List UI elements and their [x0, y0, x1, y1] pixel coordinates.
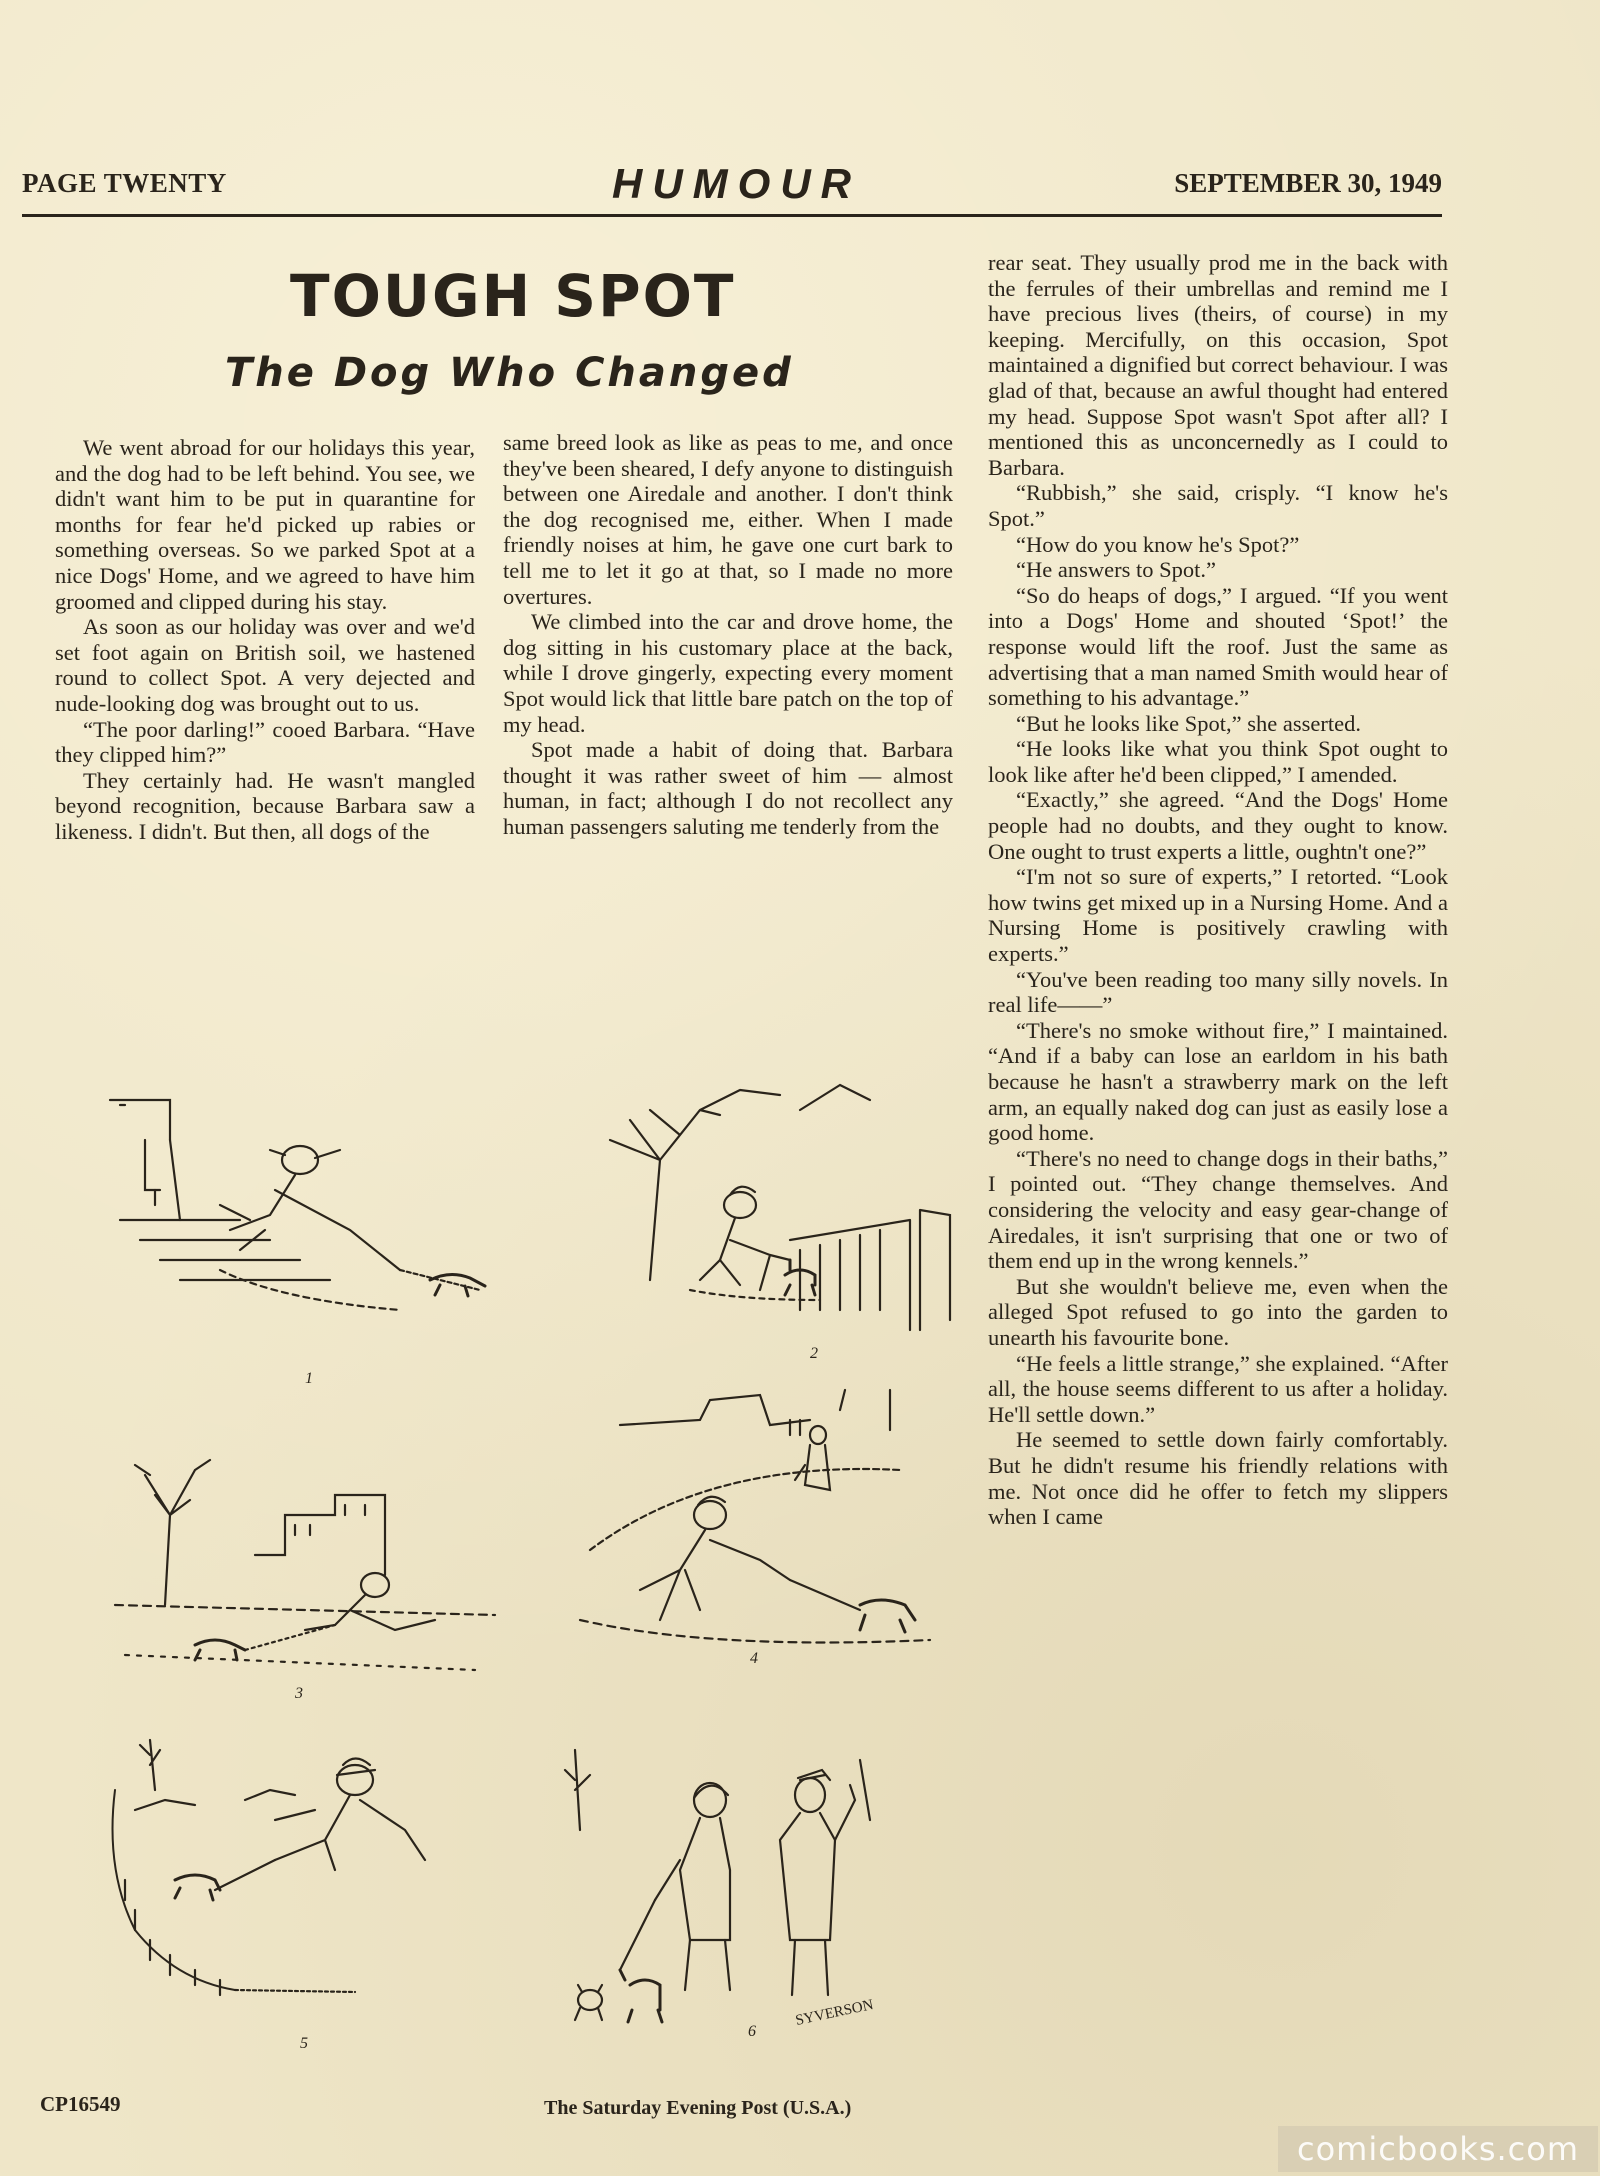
catalog-code: CP16549 [40, 2092, 121, 2116]
paragraph: “He feels a little strange,” she explained. “After all, the house seems different to us after a holiday. He'll settle down.” [988, 1350, 1448, 1427]
paragraph: “There's no smoke without fire,” I maintained. “And if a baby can lose an earldom in his bath because he hasn't a strawberry mark on the left arm, an equally naked dog can just as easily lose a good home. [988, 1017, 1448, 1146]
panel-number: 1 [305, 1370, 313, 1387]
article-column-2 [503, 430, 953, 840]
paragraph: We climbed into the car and drove home, the dog sitting in his customary place at the back, while I drove gingerly, expecting every moment Spot would lick that little bare patch on the top of my head. [503, 609, 953, 737]
paragraph: He seemed to settle down fairly comfortably. But he didn't resume his friendly relations with me. Not once did he offer to fetch my slippers when I came [988, 1427, 1448, 1530]
cartoon-panel-2 [590, 1080, 970, 1370]
paragraph: same breed look as like as peas to me, and once they've been sheared, I defy anyone to distinguish between one Airedale and another. I don't think the dog recognised me, either. When I made friendly noises at him, he gave one curt bark to tell me to let it go at that, so I made no more overtures. [503, 430, 953, 609]
article-column-1 [55, 435, 475, 845]
article-column-3 [988, 250, 1448, 1530]
cartoon-panel-6 [560, 1740, 900, 2040]
paragraph: We went abroad for our holidays this year, and the dog had to be left behind. You see, we didn't want him to be put in quarantine for months for fear he'd picked up rabies or something overseas. So we parked Spot at a nice Dogs' Home, and we agreed to have him groomed and clipped during his stay. [55, 435, 475, 614]
cartoon-panel-3 [95, 1455, 515, 1705]
article-headline: TOUGH SPOT [290, 262, 736, 330]
paragraph: “He answers to Spot.” [1016, 557, 1216, 583]
paragraph: They certainly had. He wasn't mangled beyond recognition, because Barbara saw a likeness. I didn't. But then, all dogs of the [55, 767, 475, 844]
header-rule [22, 214, 1442, 217]
paragraph: “Exactly,” she agreed. “And the Dogs' Home people had no doubts, and they ought to know. One ought to trust experts a little, oughtn't one?” [988, 787, 1448, 864]
panel-number: 4 [750, 1650, 758, 1667]
panel-number: 6 [748, 2023, 756, 2040]
paragraph: “The poor darling!” cooed Barbara. “Have they clipped him?” [55, 716, 475, 768]
paragraph: “I'm not so sure of experts,” I retorted. “Look how twins get mixed up in a Nursing Home. And a Nursing Home is positively crawling with experts.” [988, 864, 1448, 967]
source-credit: The Saturday Evening Post (U.S.A.) [544, 2097, 852, 2119]
paragraph: “He looks like what you think Spot ought to look like after he'd been clipped,” I amended. [988, 736, 1448, 787]
cartoon-panel-5 [95, 1730, 515, 2050]
artist-signature: SYVERSON [794, 1996, 875, 2030]
page-number: PAGE TWENTY [22, 168, 227, 198]
site-watermark: comicbooks.com [1278, 2126, 1598, 2172]
paragraph: “But he looks like Spot,” she asserted. [1016, 710, 1361, 736]
paragraph: But she wouldn't believe me, even when the alleged Spot refused to go into the garden to unearth his favourite bone. [988, 1273, 1448, 1350]
paragraph: “There's no need to change dogs in their baths,” I pointed out. “They change themselves. And considering the velocity and easy gear-change of Airedales, it isn't surprising that one or two of them end up in the wrong kennels.” [988, 1145, 1448, 1274]
paragraph: “So do heaps of dogs,” I argued. “If you went into a Dogs' Home and shouted ‘Spot!’ the response would lift the roof. Just the same as advertising that a man named Smith would hear of something to his advantage.” [988, 582, 1448, 711]
article-subhead: The Dog Who Changed [225, 350, 794, 396]
issue-date: SEPTEMBER 30, 1949 [1174, 168, 1442, 198]
paragraph: “Rubbish,” she said, crisply. “I know he's Spot.” [988, 480, 1448, 531]
paragraph: As soon as our holiday was over and we'd set foot again on British soil, we hastened round to collect Spot. A very dejected and nude-looking dog was brought out to us. [55, 614, 475, 716]
section-title: HUMOUR [612, 160, 861, 207]
cartoon-panel-1 [100, 1080, 500, 1387]
page-header [22, 160, 1442, 216]
paragraph: rear seat. They usually prod me in the back with the ferrules of their umbrellas and remind me I have precious lives (theirs, of course) in my keeping. Mercifully, on this occasion, Spot maintained a dignified but correct behaviour. I was glad of that, because an awful thought had entered my head. Suppose Spot wasn't Spot after all? I mentioned this as unconcernedly as I could to Barbara. [988, 250, 1448, 480]
paragraph: “You've been reading too many silly novels. In real life——” [988, 966, 1448, 1018]
paragraph: “How do you know he's Spot?” [1016, 531, 1300, 557]
paragraph: Spot made a habit of doing that. Barbara thought it was rather sweet of him — almost human, in fact; although I do not recollect any human passengers saluting me tenderly from the [503, 737, 953, 839]
panel-number: 2 [810, 1345, 818, 1362]
panel-number: 3 [295, 1685, 303, 1702]
cartoon-panel-4 [560, 1380, 960, 1680]
panel-number: 5 [300, 2035, 308, 2052]
